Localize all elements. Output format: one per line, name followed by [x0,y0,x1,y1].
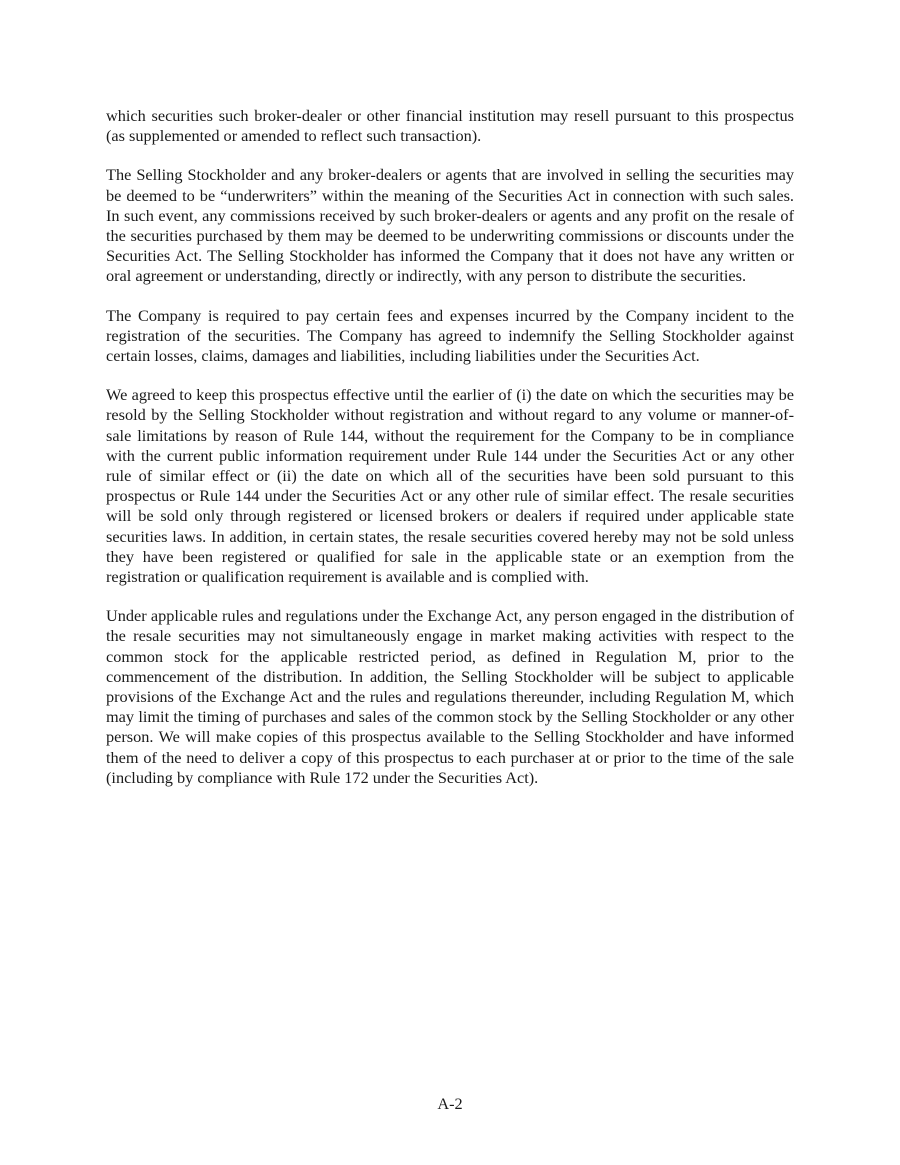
paragraph-regulation-m: Under applicable rules and regulations under the Exchange Act, any person engaged in the distribution of the resale securities may not simultaneously engage in market making activities with respect to the common stock for the applicable restricted period, as defined in Regulation M, prior to the commencement of the distribution. In addition, the Selling Stockholder will be subject to applicable provisions of the Exchange Act and the rules and regulations thereunder, including Regulation M, which may limit the timing of purchases and sales of the common stock by the Selling Stockholder or any other person. We will make copies of this prospectus available to the Selling Stockholder and have informed them of the need to deliver a copy of this prospectus to each purchaser at or prior to the time of the sale (including by compliance with Rule 172 under the Securities Act). [106,606,794,787]
paragraph-prospectus-effectiveness: We agreed to keep this prospectus effective until the earlier of (i) the date on which the securities may be resold by the Selling Stockholder without registration and without regard to any volume or manner-of-sale limitations by reason of Rule 144, without the requirement for the Company to be in compliance with the current public information requirement under Rule 144 under the Securities Act or any other rule of similar effect or (ii) the date on which all of the securities have been sold pursuant to this prospectus or Rule 144 under the Securities Act or any other rule of similar effect. The resale securities will be sold only through registered or licensed brokers or dealers if required under applicable state securities laws. In addition, in certain states, the resale securities covered hereby may not be sold unless they have been registered or qualified for sale in the applicable state or an exemption from the registration or qualification requirement is available and is complied with. [106,385,794,587]
body-text [106,106,794,807]
paragraph-fees-indemnification: The Company is required to pay certain fees and expenses incurred by the Company incident to the registration of the securities. The Company has agreed to indemnify the Selling Stockholder against certain losses, claims, damages and liabilities, including liabilities under the Securities Act. [106,305,794,366]
page-number: A-2 [437,1094,463,1113]
paragraph-resale-continuation: which securities such broker-dealer or other financial institution may resell pursuant to this prospectus (as supplemented or amended to reflect such transaction). [106,106,794,146]
paragraph-underwriters: The Selling Stockholder and any broker-dealers or agents that are involved in selling the securities may be deemed to be “underwriters” within the meaning of the Securities Act in connection with such sales. In such event, any commissions received by such broker-dealers or agents and any profit on the resale of the securities purchased by them may be deemed to be underwriting commissions or discounts under the Securities Act. The Selling Stockholder has informed the Company that it does not have any written or oral agreement or understanding, directly or indirectly, with any person to distribute the securities. [106,165,794,286]
